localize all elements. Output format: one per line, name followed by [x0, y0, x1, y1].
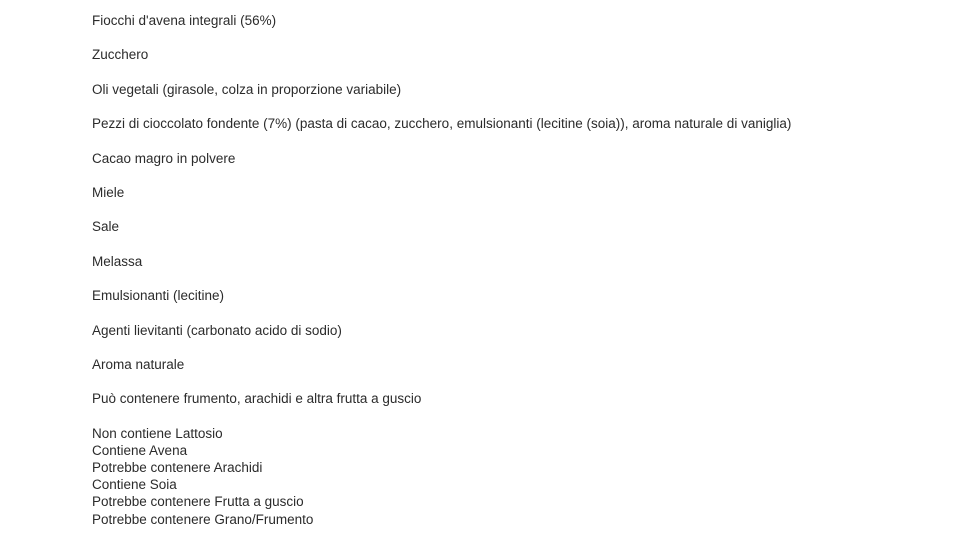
allergen-note: Contiene Soia: [92, 477, 177, 493]
allergen-note: Potrebbe contenere Grano/Frumento: [92, 511, 314, 527]
allergen-note: Potrebbe contenere Frutta a guscio: [92, 494, 304, 510]
ingredient-item: Miele: [92, 184, 125, 200]
ingredient-item: Aroma naturale: [92, 356, 185, 372]
allergen-note: Potrebbe contenere Arachidi: [92, 460, 263, 476]
ingredient-item: Pezzi di cioccolato fondente (7%) (pasta di cacao, zucchero, emulsionanti (lecitine (soia)), aroma naturale di vaniglia): [92, 116, 792, 132]
ingredient-list: [92, 12, 942, 425]
ingredient-item: Agenti lievitanti (carbonato acido di sodio): [92, 322, 342, 338]
ingredient-item: Sale: [92, 219, 120, 235]
ingredient-item: Oli vegetali (girasole, colza in proporzione variabile): [92, 81, 402, 97]
ingredient-item: Melassa: [92, 253, 143, 269]
ingredient-item: Zucchero: [92, 47, 149, 63]
ingredient-item: Emulsionanti (lecitine): [92, 288, 225, 304]
ingredient-item: Cacao magro in polvere: [92, 150, 236, 166]
allergen-note: Contiene Avena: [92, 442, 188, 458]
allergen-notes: [92, 425, 942, 528]
ingredient-item: Fiocchi d'avena integrali (56%): [92, 13, 277, 28]
ingredients-panel: [92, 12, 942, 528]
ingredient-item: Può contenere frumento, arachidi e altra frutta a guscio: [92, 391, 422, 407]
allergen-note: Non contiene Lattosio: [92, 425, 223, 441]
